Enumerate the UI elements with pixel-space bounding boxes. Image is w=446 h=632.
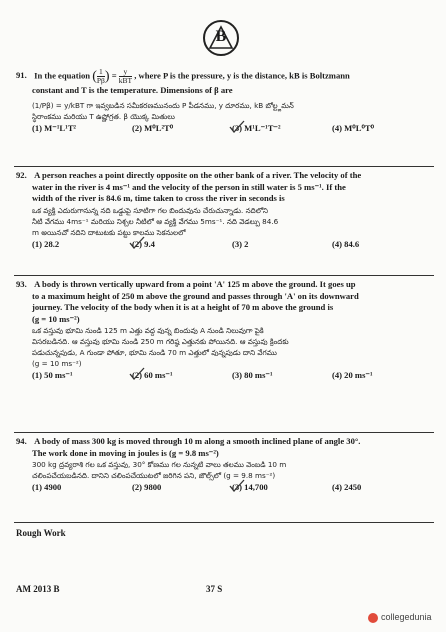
telugu-text-line: (1/Pβ) = y/kBT గా ఇవ్వబడిన సమీకరణమునందు P పీడనము, y దూరము, kB బోల్ట్జమన్ <box>32 100 294 110</box>
telugu-text-line: 300 kg ద్రవ్యరాశి గల ఒక వస్తువు, 30° కోణము గల నున్నటి వాలు తలము వెంబడి 10 m <box>32 460 287 469</box>
option-3[interactable]: (3) 80 ms⁻¹ <box>232 370 273 380</box>
question-text-line: water in the river is 4 ms⁻¹ and the velocity of the person in still water is 5 ms⁻¹. If the <box>32 181 346 192</box>
divider <box>14 522 434 523</box>
question-text-line: A body is thrown vertically upward from a point 'A' 125 m above the ground. It goes up <box>34 279 356 289</box>
question-92 <box>16 170 434 250</box>
telugu-text-line: (g = 10 ms⁻²) <box>32 359 82 368</box>
fraction-rhs: $\frac{y}{\text{kBT}}$ <box>118 67 133 85</box>
option-2[interactable]: (2) 60 ms⁻¹ <box>132 370 232 382</box>
option-4[interactable]: (4) 2450 <box>332 482 362 492</box>
question-text-line: journey. The velocity of the body when it is at a height of 70 m above the ground is <box>32 302 334 312</box>
tick-mark-icon <box>129 236 145 250</box>
question-number: 94. <box>16 436 27 446</box>
option-1[interactable]: (1) 4900 <box>32 482 62 492</box>
question-text-line: A person reaches a point directly opposite on the other bank of a river. The velocity of the <box>34 170 362 180</box>
options-row <box>16 239 434 251</box>
option-2[interactable]: (2) 9800 <box>132 482 162 492</box>
option-4[interactable]: (4) 84.6 <box>332 238 360 249</box>
option-2[interactable]: (2) 9.4 <box>132 239 232 251</box>
question-text-line: to a maximum height of 250 m above the ground and passes through 'A' on its downward <box>32 290 359 301</box>
options-row <box>16 370 434 382</box>
question-number: 93. <box>16 279 27 289</box>
option-3[interactable]: (3) 14,700 <box>232 482 332 494</box>
option-1[interactable]: (1) M⁻¹L¹T² <box>32 122 77 133</box>
option-4[interactable]: (4) M⁰L⁰T⁰ <box>332 122 375 133</box>
watermark-text: collegedunia <box>381 612 432 622</box>
telugu-text-line: చలింపచేయబడినది. దానిని చలింపచేయుటలో జరిగిన పని, జౌల్స్‌లో (g = 9.8 ms⁻²) <box>32 471 276 480</box>
question-94 <box>16 436 434 494</box>
divider <box>14 166 434 167</box>
divider <box>14 275 434 276</box>
telugu-text-line: నీటి వేగము 4ms⁻¹ మరియు నిశ్చల నీటిలో ఆ వ్యక్తి వేగము 5ms⁻¹. నది వెడల్పు 84.6 <box>32 216 279 226</box>
question-text-line: The work done in moving in joules is (g = 9.8 ms⁻²) <box>32 447 219 458</box>
tick-mark-icon <box>129 367 145 381</box>
option-1[interactable]: (1) 28.2 <box>32 238 60 249</box>
fraction-lhs: $\frac{1}{P\beta}$ <box>96 67 105 85</box>
option-3[interactable]: (3) M¹L⁻¹T⁻² <box>232 123 332 135</box>
question-text-line: A body of mass 300 kg is moved through 10 m along a smooth inclined plane of angle 30°. <box>34 436 361 446</box>
tick-mark-icon <box>229 120 245 134</box>
rough-work-heading: Rough Work <box>16 528 66 538</box>
exam-code: AM 2013 B <box>16 584 60 594</box>
page-number: 37 S <box>206 584 223 594</box>
option-2[interactable]: (2) M⁰L²T⁰ <box>132 122 174 133</box>
question-93 <box>16 279 434 382</box>
option-4[interactable]: (4) 20 ms⁻¹ <box>332 370 373 380</box>
question-text-line: (g = 10 ms⁻²) <box>32 313 80 324</box>
option-1[interactable]: (1) 50 ms⁻¹ <box>32 370 73 380</box>
option-3[interactable]: (3) 2 <box>232 238 249 249</box>
telugu-text-line: ఒక వ్యక్తి ఎదురుగానున్న నది ఒడ్డుపై సూటిగా గల బిందువును చేరుచున్నాడు. నదిలోని <box>32 205 268 215</box>
brand-logo-icon <box>368 613 378 623</box>
watermark <box>368 612 432 623</box>
options-row <box>16 123 434 135</box>
divider <box>14 432 434 433</box>
telugu-text-line: విసరబడినది. ఆ వస్తువు భూమి నుండి 250 m గరిష్ఠ ఎత్తునకు పోయినది. ఆ వస్తువు క్రిందకు <box>32 337 289 346</box>
telugu-text-line: స్థిరాంకము మరియు T ఉష్ణోగ్రత. β యొక్క మితులు <box>32 111 175 121</box>
tick-mark-icon <box>229 479 245 493</box>
options-row <box>16 482 434 494</box>
question-text-line: width of the river is 84.6 m, time taken to cross the river in seconds is <box>32 193 285 203</box>
telugu-text-line: ఒక వస్తువు భూమి నుండి 125 m ఎత్తు వద్ద వున్న బిందువు A నుండి నిలువుగా పైకి <box>32 326 264 335</box>
telugu-text-line: m అయినచో నదిని దాటుటకు పట్టు కాలము సెకనులలో <box>32 227 186 237</box>
question-number: 91. <box>16 70 27 81</box>
question-text-line: constant and T is the temperature. Dimensions of β are <box>32 85 233 95</box>
question-number: 92. <box>16 170 27 180</box>
question-text-line: In the equation <box>34 70 91 81</box>
booklet-series-emblem <box>203 20 239 56</box>
question-91: 91. In the equation ( $\frac{1}{P\beta}$ ) = $\frac{y}{\text{kBT}}$ , where P is the pressure, y is the distance, kB is Boltzmann constant and T is the temperature. Dimensions of β are (1/Pβ) = y/kBT గా ఇవ్వబడిన సమీకరణమునందు P పీడనము, y దూరము, kB బోల్ట్జమన్ స్థిరాంకము మరియు T ఉష్ణోగ్రత. β యొక్క మితులు (1) M⁻¹L¹T² (2) M⁰L²T⁰ (3) M¹L⁻¹T⁻² (4) M⁰L⁰T⁰ <box>16 68 434 134</box>
telugu-text-line: పడుచున్నపుడు, A గుండా పోతూ, భూమి నుండి 70 m ఎత్తులో వున్నపుడు దాని వేగము <box>32 348 277 357</box>
booklet-letter: B <box>215 28 227 45</box>
